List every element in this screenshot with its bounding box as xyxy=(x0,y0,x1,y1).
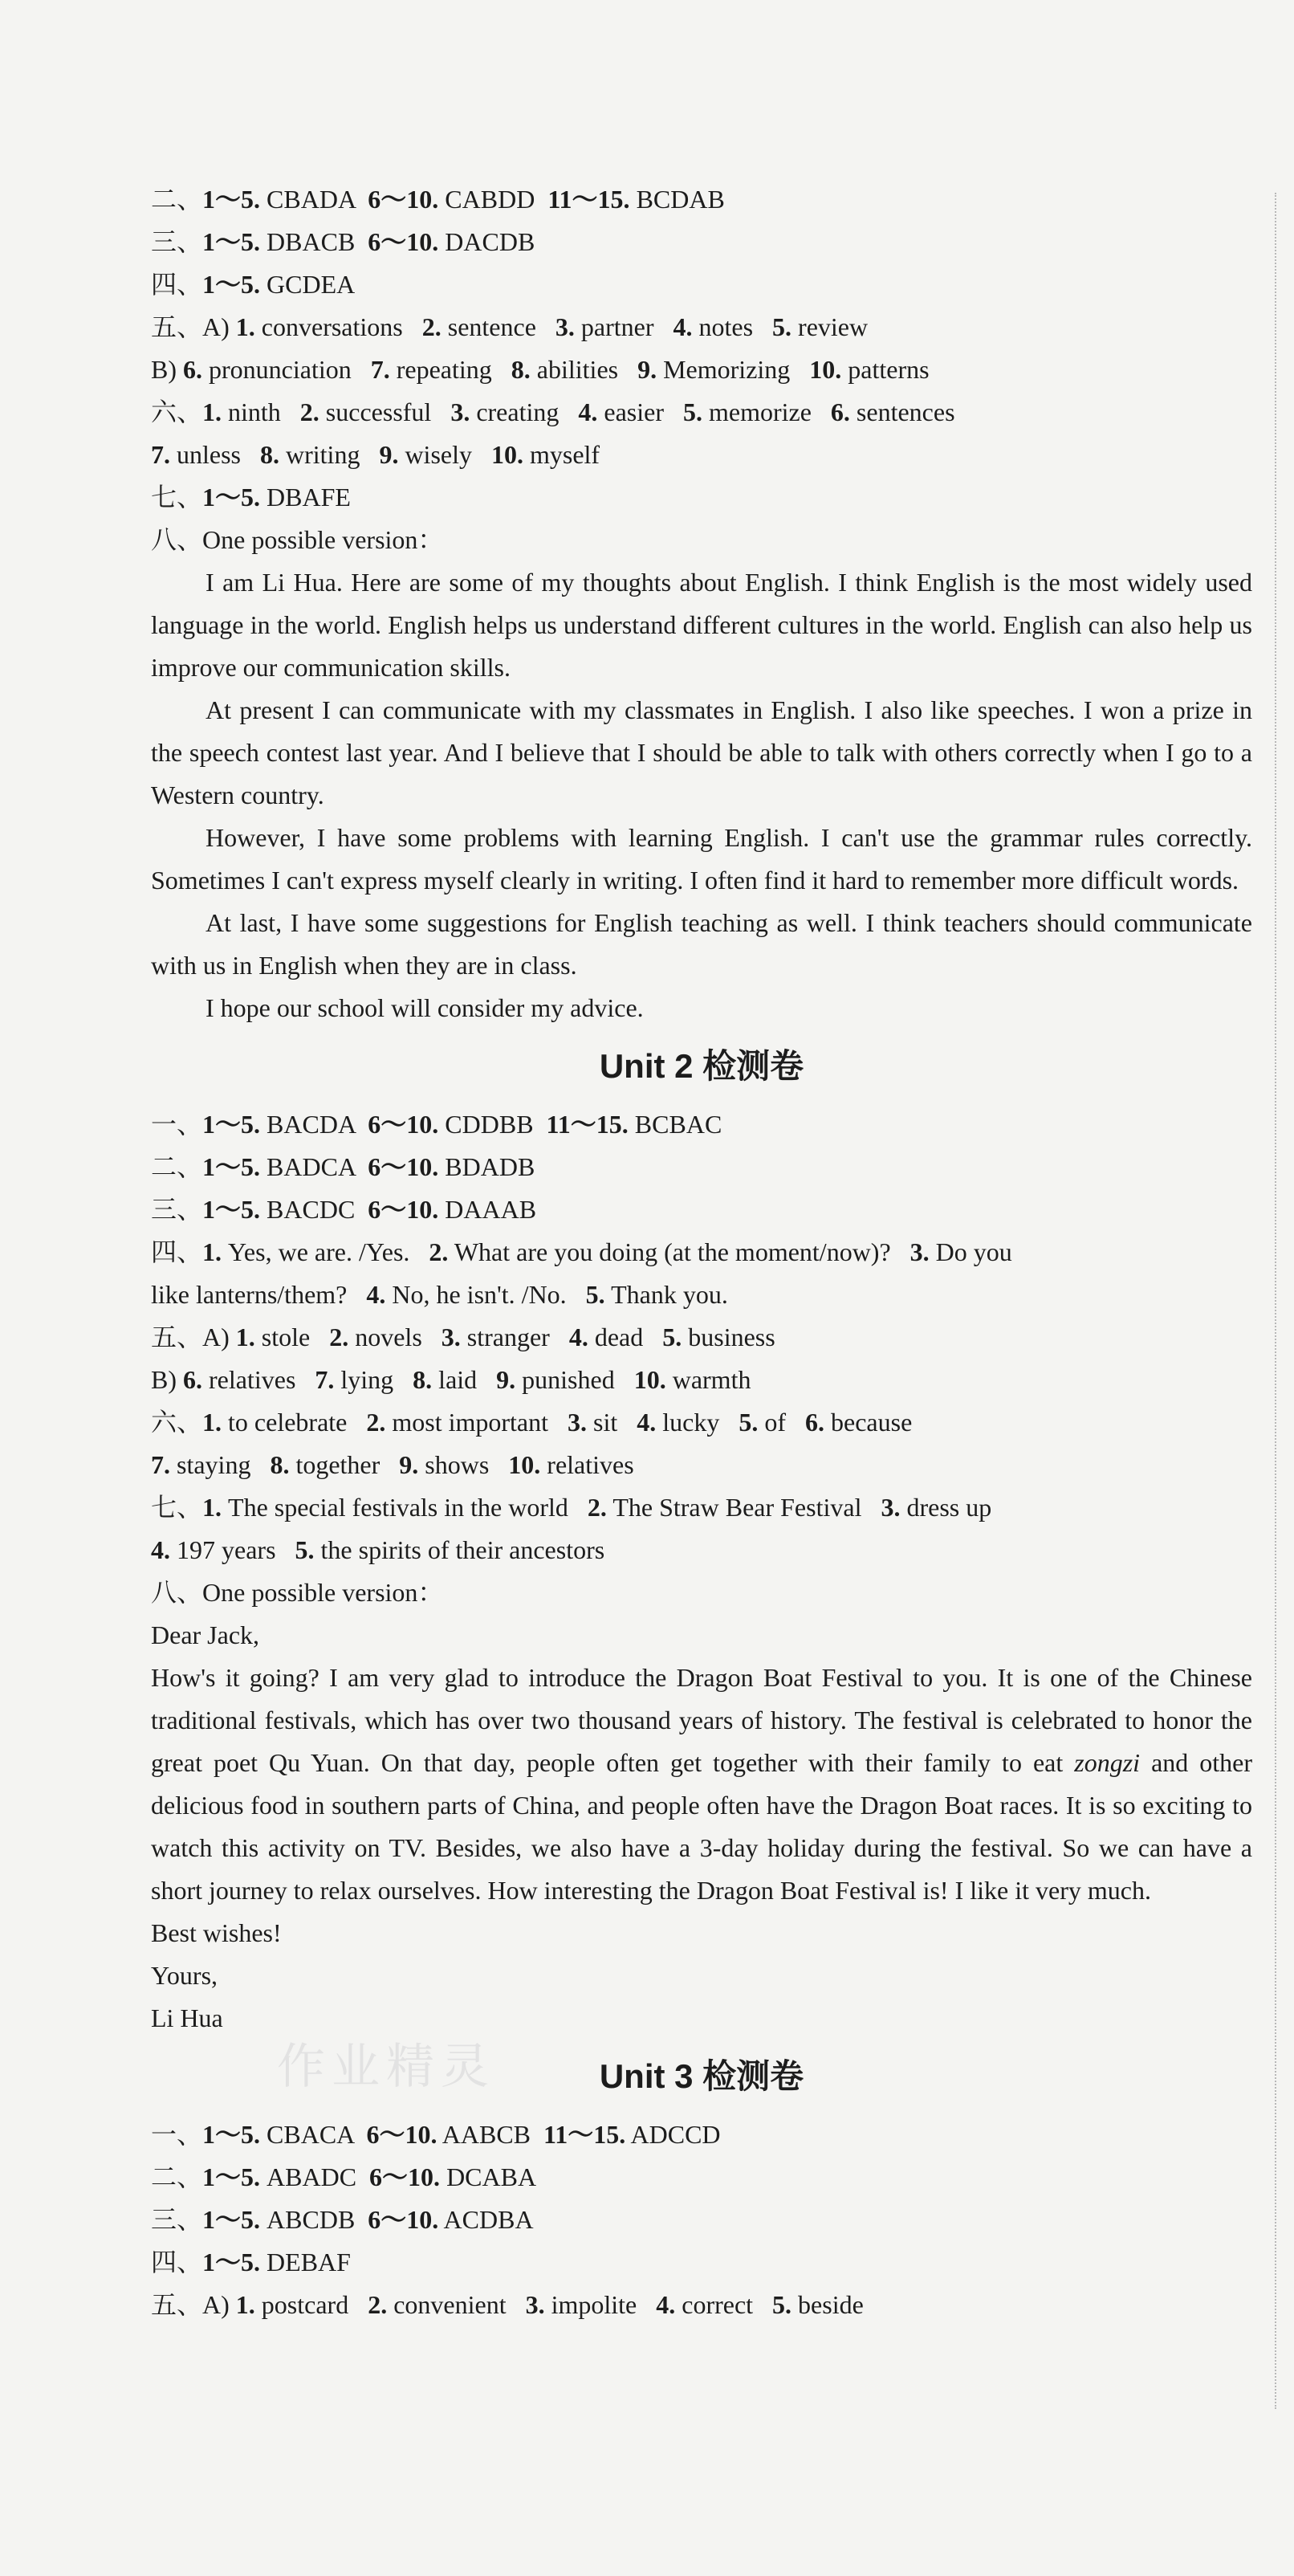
answer-text: BCDAB xyxy=(629,185,725,214)
answer-text: ACDBA xyxy=(438,2205,534,2234)
letter-closing: Best wishes! xyxy=(151,1918,282,1947)
section-label: 八、One possible version： xyxy=(151,1578,444,1607)
item-number: 4. xyxy=(366,1280,386,1309)
answer-text: 七、 xyxy=(151,1493,203,1522)
item-number: 7. xyxy=(151,1450,170,1479)
item-number: 3. xyxy=(441,1323,461,1351)
answer-text: No, he isn't. /No. xyxy=(385,1280,586,1309)
answer-text: the spirits of their ancestors xyxy=(314,1535,605,1564)
item-number: 10. xyxy=(508,1450,541,1479)
answer-text: sit xyxy=(587,1408,637,1437)
item-number: 8. xyxy=(270,1450,290,1479)
answer-text: easier xyxy=(597,397,683,426)
item-number: 6～10. xyxy=(368,1110,439,1139)
answer-text: What are you doing (at the moment/now)? xyxy=(448,1237,910,1266)
item-number: 1. xyxy=(235,2290,255,2319)
item-number: 2. xyxy=(587,1493,607,1522)
item-number: 5. xyxy=(739,1408,759,1437)
item-number: 7. xyxy=(151,440,170,469)
answer-line xyxy=(151,1401,1252,1444)
item-number: 10. xyxy=(490,440,523,469)
item-number: 1. xyxy=(235,1323,255,1351)
essay-paragraph: At last, I have some suggestions for English teaching as well. I think teachers should communicate with us in English when they are in class. xyxy=(151,908,1252,980)
answer-text: ABADC xyxy=(260,2162,370,2191)
item-number: 11～15. xyxy=(543,2120,626,2149)
item-number: 1～5. xyxy=(202,185,261,214)
item-number: 1～5. xyxy=(202,270,261,299)
letter-text-end: and other delicious food in southern parts of China, and people often have the Dragon Boat races. It is so exciting to watch this activity on TV. Besides, we also have a 3-day holiday during the festival. So we can have a short journey to relax ourselves. How interesting the Dragon Boat Festival is! I like it very much. xyxy=(151,1748,1253,1905)
answer-line xyxy=(151,1103,1252,1146)
item-number: 1～5. xyxy=(202,2205,261,2234)
answer-text: Do you xyxy=(929,1237,1012,1266)
item-number: 1. xyxy=(202,1408,222,1437)
answer-text: convenient xyxy=(387,2290,526,2319)
answer-text: BDADB xyxy=(438,1152,535,1181)
item-number: 1～5. xyxy=(202,227,261,256)
essay-paragraph: At present I can communicate with my classmates in English. I also like speeches. I won a prize in the speech contest last year. And I believe that I should be able to talk with others correctly when I go to a Western country. xyxy=(151,695,1252,809)
unit-3-heading: Unit 3 检测卷 xyxy=(599,2057,804,2095)
answer-text: 四、 xyxy=(151,1237,203,1266)
item-number: 6～10. xyxy=(369,2162,441,2191)
answer-line xyxy=(151,2113,1252,2156)
essay-paragraph: However, I have some problems with learning English. I can't use the grammar rules correctly. Sometimes I can't express myself clearly in writing. I often find it hard to remember more difficult words. xyxy=(151,823,1252,895)
item-number: 3. xyxy=(555,312,575,341)
letter-closing: Yours, xyxy=(151,1961,218,1990)
answer-text: Thank you. xyxy=(604,1280,728,1309)
answer-text: 三、 xyxy=(151,227,203,256)
answer-text: lying xyxy=(334,1365,413,1394)
answer-text: beside xyxy=(791,2290,864,2319)
item-number: 6. xyxy=(183,1365,202,1394)
answer-text: impolite xyxy=(544,2290,657,2319)
answer-text: B) xyxy=(151,355,183,384)
item-number: 11～15. xyxy=(547,185,630,214)
answer-text: most important xyxy=(385,1408,568,1437)
answer-text: 五、A) xyxy=(151,2290,236,2319)
essay-paragraph: I am Li Hua. Here are some of my thoughts about English. I think English is the most widely used language in the world. English helps us understand different cultures in the world. English can also help us improve our communication skills. xyxy=(151,568,1252,682)
answer-text: BACDC xyxy=(260,1195,368,1224)
answer-text: writing xyxy=(279,440,380,469)
answer-text: unless xyxy=(170,440,260,469)
item-number: 1. xyxy=(202,1493,222,1522)
answer-text: staying xyxy=(170,1450,271,1479)
answer-text: 六、 xyxy=(151,397,203,426)
item-number: 8. xyxy=(413,1365,433,1394)
item-number: 1～5. xyxy=(202,1110,261,1139)
answer-text: DAAAB xyxy=(438,1195,537,1224)
item-number: 4. xyxy=(673,312,693,341)
answer-text: lucky xyxy=(656,1408,739,1437)
answer-text: BACDA xyxy=(260,1110,368,1139)
answer-line xyxy=(151,1359,1252,1401)
answer-line xyxy=(151,348,1252,391)
item-number: 9. xyxy=(637,355,657,384)
letter-body xyxy=(151,1657,1252,1912)
answer-text: memorize xyxy=(702,397,831,426)
item-number: 1～5. xyxy=(202,2248,261,2276)
answer-text: 五、A) xyxy=(151,312,236,341)
answer-line xyxy=(151,1146,1252,1188)
answer-text: Memorizing xyxy=(657,355,810,384)
answer-text: abilities xyxy=(530,355,638,384)
unit-2-heading: Unit 2 检测卷 xyxy=(599,1047,804,1085)
item-number: 3. xyxy=(881,1493,901,1522)
item-number: 6～10. xyxy=(368,185,439,214)
answer-text: notes xyxy=(692,312,773,341)
answer-line xyxy=(151,1188,1252,1231)
answer-text: like lanterns/them? xyxy=(151,1280,367,1309)
item-number: 6. xyxy=(830,397,850,426)
answer-text: patterns xyxy=(841,355,930,384)
answer-line xyxy=(151,1274,1252,1316)
item-number: 6～10. xyxy=(368,1195,439,1224)
answer-text: DCABA xyxy=(440,2162,537,2191)
item-number: 6～10. xyxy=(368,1152,439,1181)
answer-line xyxy=(151,434,1252,476)
answer-line xyxy=(151,2284,1252,2326)
letter-italic-word: zongzi xyxy=(1074,1748,1141,1777)
answer-text: partner xyxy=(574,312,673,341)
answer-text: together xyxy=(289,1450,400,1479)
answer-line xyxy=(151,1529,1252,1571)
answer-text: sentences xyxy=(849,397,955,426)
answer-text: DBAFE xyxy=(260,483,351,512)
answer-text: GCDEA xyxy=(260,270,356,299)
item-number: 1～5. xyxy=(202,1152,261,1181)
item-number: 5. xyxy=(682,397,702,426)
item-number: 2. xyxy=(421,312,442,341)
item-number: 1～5. xyxy=(202,2162,261,2191)
item-number: 1～5. xyxy=(202,483,261,512)
item-number: 4. xyxy=(656,2290,676,2319)
answer-text: successful xyxy=(319,397,451,426)
answer-line xyxy=(151,476,1252,519)
answer-text: business xyxy=(682,1323,775,1351)
item-number: 9. xyxy=(399,1450,419,1479)
answer-line xyxy=(151,1444,1252,1486)
section-label: 八、One possible version： xyxy=(151,525,444,554)
answer-text: The Straw Bear Festival xyxy=(606,1493,881,1522)
answer-text: warmth xyxy=(665,1365,751,1394)
answer-text: of xyxy=(758,1408,805,1437)
item-number: 5. xyxy=(772,312,792,341)
answer-line xyxy=(151,391,1252,434)
answer-text: ADCCD xyxy=(625,2120,721,2149)
answer-line xyxy=(151,178,1252,221)
answer-text: ninth xyxy=(222,397,300,426)
answer-line xyxy=(151,221,1252,263)
item-number: 2. xyxy=(429,1237,449,1266)
answer-line xyxy=(151,1486,1252,1529)
answer-text: 六、 xyxy=(151,1408,203,1437)
answer-text: shows xyxy=(418,1450,509,1479)
item-number: 1～5. xyxy=(202,1195,261,1224)
answer-text: BCBAC xyxy=(628,1110,722,1139)
letter-text: How's it going? I am very glad to introduce the Dragon Boat Festival to you. It is one of the Chinese traditional festivals, which has over two thousand years of history. The festival is celebrated to honor the great poet Qu Yuan. On that day, people often get together with their family to eat xyxy=(151,1663,1252,1777)
item-number: 5. xyxy=(772,2290,792,2319)
answer-text: DEBAF xyxy=(260,2248,351,2276)
answer-text: 三、 xyxy=(151,2205,203,2234)
item-number: 3. xyxy=(568,1408,588,1437)
answer-text: relatives xyxy=(540,1450,634,1479)
item-number: 9. xyxy=(379,440,399,469)
answer-text: relatives xyxy=(202,1365,315,1394)
item-number: 4. xyxy=(568,1323,588,1351)
answer-text: conversations xyxy=(254,312,422,341)
answer-text: postcard xyxy=(254,2290,368,2319)
answer-text: 197 years xyxy=(170,1535,295,1564)
answer-text: novels xyxy=(348,1323,442,1351)
answer-text: CABDD xyxy=(438,185,548,214)
answer-line xyxy=(151,1316,1252,1359)
item-number: 7. xyxy=(315,1365,335,1394)
answer-text: creating xyxy=(470,397,579,426)
answer-text: 一、 xyxy=(151,1110,203,1139)
item-number: 7. xyxy=(370,355,390,384)
item-number: 1～5. xyxy=(202,2120,261,2149)
item-number: 6～10. xyxy=(368,227,439,256)
answer-text: 三、 xyxy=(151,1195,203,1224)
item-number: 11～15. xyxy=(546,1110,629,1139)
answer-text: Yes, we are. /Yes. xyxy=(222,1237,429,1266)
answer-text: wisely xyxy=(398,440,491,469)
item-number: 2. xyxy=(368,2290,388,2319)
item-number: 2. xyxy=(329,1323,349,1351)
item-number: 4. xyxy=(151,1535,170,1564)
answer-text: to celebrate xyxy=(222,1408,367,1437)
item-number: 6～10. xyxy=(366,2120,437,2149)
answer-line xyxy=(151,2156,1252,2199)
item-number: 8. xyxy=(511,355,531,384)
answer-text: 七、 xyxy=(151,483,203,512)
letter-greeting: Dear Jack, xyxy=(151,1620,260,1649)
answer-text: 五、A) xyxy=(151,1323,236,1351)
item-number: 3. xyxy=(450,397,470,426)
answer-text: myself xyxy=(523,440,600,469)
answer-text: dead xyxy=(588,1323,663,1351)
answer-text: stole xyxy=(254,1323,330,1351)
answer-text: punished xyxy=(515,1365,634,1394)
item-number: 9. xyxy=(496,1365,516,1394)
watermark: 作业精灵 xyxy=(277,2039,495,2095)
item-number: 10. xyxy=(633,1365,666,1394)
answer-text: because xyxy=(824,1408,913,1437)
letter-signature: Li Hua xyxy=(151,2003,223,2032)
essay-paragraph: I hope our school will consider my advice. xyxy=(205,993,644,1022)
answer-text: DBACB xyxy=(260,227,368,256)
answer-text: review xyxy=(791,312,869,341)
answer-text: 四、 xyxy=(151,2248,203,2276)
answer-text: 二、 xyxy=(151,1152,203,1181)
answer-text: correct xyxy=(675,2290,773,2319)
answer-text: 一、 xyxy=(151,2120,203,2149)
answer-text: CBACA xyxy=(260,2120,367,2149)
answer-text: B) xyxy=(151,1365,183,1394)
item-number: 5. xyxy=(295,1535,315,1564)
answer-line xyxy=(151,1231,1252,1274)
item-number: 3. xyxy=(525,2290,545,2319)
answer-text: CBADA xyxy=(260,185,368,214)
answer-text: BADCA xyxy=(260,1152,368,1181)
item-number: 4. xyxy=(637,1408,657,1437)
answer-text: pronunciation xyxy=(202,355,371,384)
answer-text: 四、 xyxy=(151,270,203,299)
answer-text: AABCB xyxy=(437,2120,544,2149)
right-margin-rule xyxy=(1275,193,1276,2409)
item-number: 1. xyxy=(202,397,222,426)
item-number: 6. xyxy=(805,1408,824,1437)
item-number: 6. xyxy=(183,355,202,384)
answer-text: dress up xyxy=(900,1493,992,1522)
item-number: 3. xyxy=(909,1237,930,1266)
item-number: 1. xyxy=(202,1237,222,1266)
answer-text: 二、 xyxy=(151,185,203,214)
item-number: 4. xyxy=(578,397,598,426)
answer-text: DACDB xyxy=(438,227,535,256)
item-number: 2. xyxy=(366,1408,386,1437)
answer-line xyxy=(151,263,1252,306)
answer-text: laid xyxy=(432,1365,497,1394)
item-number: 6～10. xyxy=(368,2205,439,2234)
item-number: 10. xyxy=(809,355,842,384)
item-number: 1. xyxy=(235,312,255,341)
item-number: 2. xyxy=(299,397,319,426)
answer-text: The special festivals in the world xyxy=(222,1493,588,1522)
answer-content xyxy=(151,178,1252,2326)
item-number: 8. xyxy=(260,440,279,469)
answer-text: stranger xyxy=(460,1323,569,1351)
answer-text: ABCDB xyxy=(260,2205,368,2234)
answer-line xyxy=(151,2241,1252,2284)
answer-line xyxy=(151,306,1252,348)
answer-text: CDDBB xyxy=(438,1110,547,1139)
answer-text: repeating xyxy=(389,355,511,384)
item-number: 5. xyxy=(585,1280,605,1309)
item-number: 5. xyxy=(662,1323,682,1351)
answer-line xyxy=(151,2199,1252,2241)
answer-text: sentence xyxy=(441,312,555,341)
answer-text: 二、 xyxy=(151,2162,203,2191)
